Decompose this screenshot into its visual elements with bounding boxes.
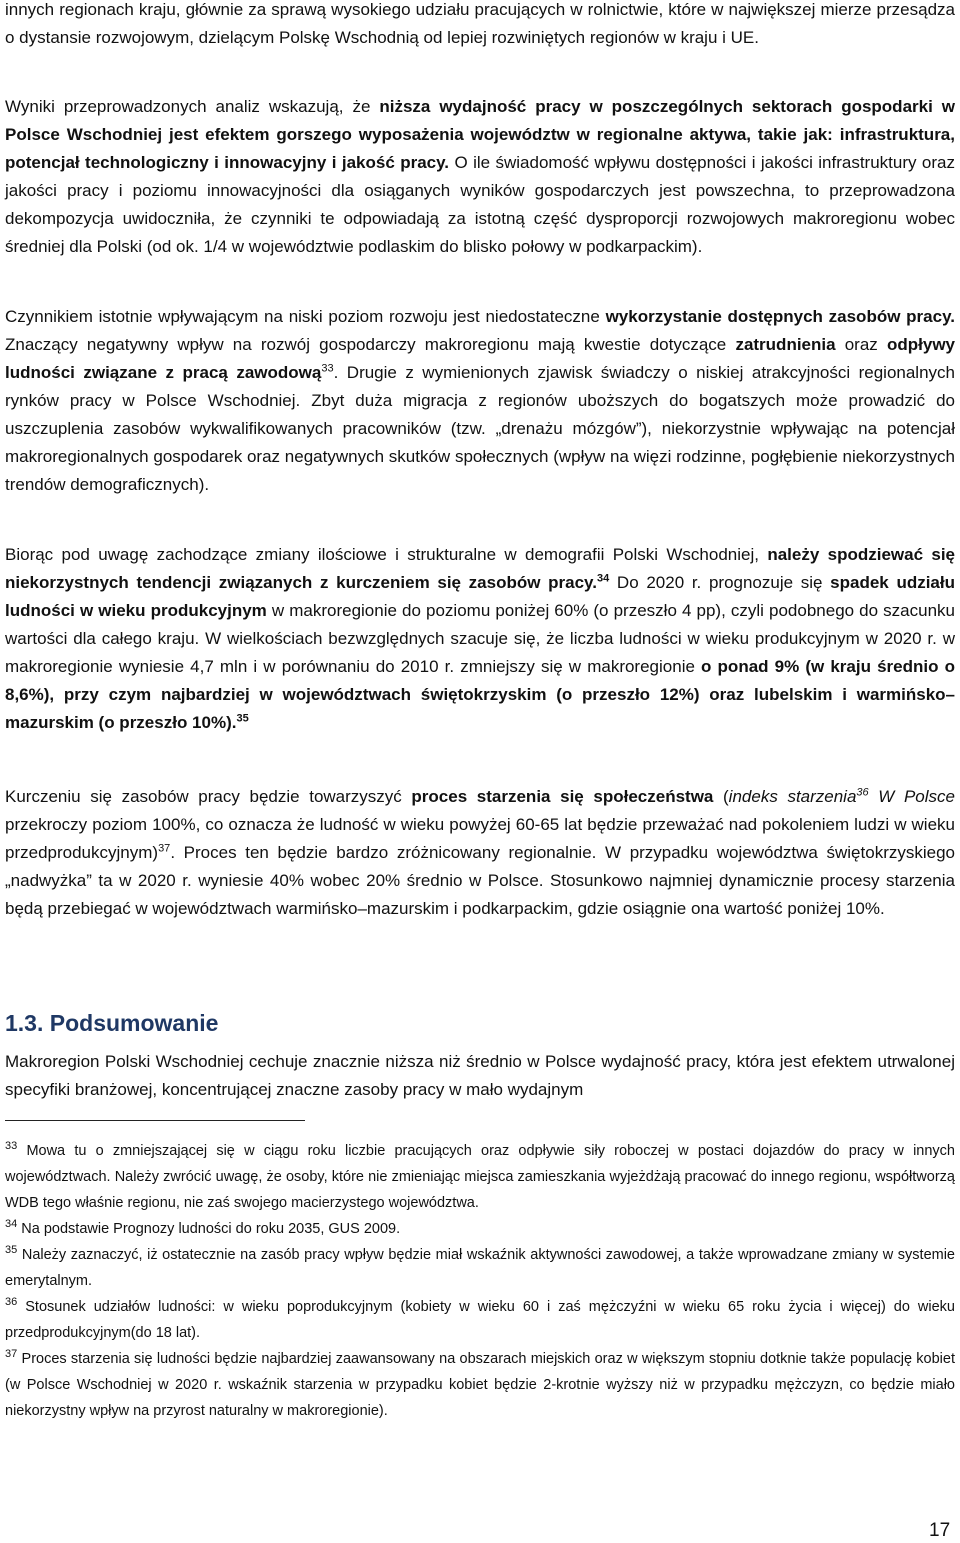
footnote-34: $^{34}$ Na podstawie Prognozy ludności do roku 2035, GUS 2009. — [5, 1218, 401, 1237]
paragraph-ageing: Kurczeniu się zasobów pracy będzie towarzyszyć proces starzenia się społeczeństwa (indeks starzenia$^{36}$ W Polsce przekroczy poziom 100%, co oznacza że ludność w wieku powyżej 60-65 lat będzie przeważać nad pokoleniem ludzi w wieku przedprodukcyjnym)$^{37}$. Proces ten będzie bardzo zróżnicowany regionalnie. W przypadku województwa świętokrzyskiego „nadwyżka” ta w 2020 r. wyniesie 40% wobec 20% średnio w Polsce. Stosunkowo najmniej dynamicznie procesy starzenia będą przebiegać w województwach warmińsko–mazurskim i podkarpackim, gdzie osiągnie ona wartość poniżej 10%. — [5, 786, 955, 918]
footnote-ref-33[interactable]: 33 — [321, 362, 334, 375]
footnote-37: $^{37}$ Proces starzenia się ludności będzie najbardziej zaawansowany na obszarach miejskich oraz w większym stopniu dotknie także populację kobiet (w Polsce Wschodniej w 2020 r. wskaźnik starzenia w przypadku kobiet będzie 2-krotnie wyższy niż w przypadku mężczyzn, co będzie miało niekorzystny wpływ na przyrost naturalny w makroregionie). — [5, 1348, 955, 1419]
footnote-ref-35[interactable]: 35 — [236, 712, 249, 725]
footnote-35: $^{35}$ Należy zaznaczyć, iż ostatecznie na zasób pracy wpływ będzie miał wskaźnik aktywności zawodowej, a także wprowadzane zmiany w systemie emerytalnym. — [5, 1244, 955, 1289]
page-number: 17 — [929, 1520, 951, 1541]
footnote-ref-37[interactable]: 37 — [158, 842, 171, 855]
footnote-ref-34[interactable]: 34 — [596, 572, 610, 585]
paragraph-demography: Biorąc pod uwagę zachodzące zmiany ilościowe i strukturalne w demografii Polski Wschodniej, należy spodziewać się niekorzystnych tendencji związanych z kurczeniem się zasobów pracy.$^{34}$ Do 2020 r. prognozuje się spadek udziału ludności w wieku produkcyjnym w makroregionie do poziomu poniżej 60% (o przeszło 4 pp), czyli podobnego do szacunku wartości dla całego kraju. W wielkościach bezwzględnych szacuje się, że liczba ludności w wieku produkcyjnym w 2020 r. w makroregionie wyniesie 4,7 mln i w porównaniu do 2010 r. zmniejszy się w makroregionie o ponad 9% (w kraju średnio o 8,6%), przy czym najbardziej w województwach świętokrzyskim (o przeszło 12%) oraz lubelskim i warmińsko–mazurskim (o przeszło 10%).$^{35}$ — [5, 545, 956, 732]
paragraph-productivity: Wyniki przeprowadzonych analiz wskazują, że niższa wydajność pracy w poszczególnych sektorach gospodarki w Polsce Wschodniej jest efektem gorszego wyposażenia województw w regionalne aktywa, takie jak: infrastruktura, potencjał technologiczny i innowacyjny i jakość pracy. O ile świadomość wpływu dostępności i jakości infrastruktury oraz jakości pracy i poziomu innowacyjności dla osiąganych wyników gospodarczych jest powszechna, to przeprowadzona dekompozycja uwidoczniła, że czynniki te odpowiadają za istotną część dysproporcji rozwojowych makroregionu wobec średniej dla Polski (od ok. 1/4 w województwie podlaskim do blisko połowy w podkarpackim). — [5, 97, 955, 256]
section-heading: 1.3. Podsumowanie — [5, 1010, 219, 1036]
footnote-separator — [5, 1120, 305, 1121]
footnotes — [5, 1138, 955, 1424]
footnote-33: $^{33}$ Mowa tu o zmniejszającej się w ciągu roku liczbie pracujących oraz odpływie siły roboczej w postaci dojazdów do pracy w innych województwach. Należy zwrócić uwagę, że osoby, które nie zmieniając miejsca zamieszkania wyjeżdżają pracować do innego regionu, współtworzą WDB tego właśnie regionu, nie zaś swojego macierzystego województwa. — [5, 1140, 955, 1211]
paragraph-summary: Makroregion Polski Wschodniej cechuje znacznie niższa niż średnio w Polsce wydajność pracy, która jest efektem utrwalonej specyfiki branżowej, koncentrującej znaczne zasoby pracy w mało wydajnym — [5, 1052, 955, 1099]
paragraph-continuation: innych regionach kraju, głównie za sprawą wysokiego udziału pracujących w rolnictwie, które w największej mierze przesądza o dystansie rozwojowym, dzielącym Polskę Wschodnią od lepiej rozwiniętych regionów w kraju i UE. — [5, 0, 955, 47]
footnote-36: $^{36}$ Stosunek udziałów ludności: w wieku poprodukcyjnym (kobiety w wieku 60 i zaś mężczyźni w wieku 65 roku życia i więcej) do wieku przedprodukcyjnym(do 18 lat). — [5, 1296, 955, 1341]
footnote-ref-36[interactable]: 36 — [856, 786, 869, 799]
paragraph-labour-resources: Czynnikiem istotnie wpływającym na niski poziom rozwoju jest niedostateczne wykorzystanie dostępnych zasobów pracy. Znaczący negatywny wpływ na rozwój gospodarczy makroregionu mają kwestie dotyczące zatrudnienia oraz odpływy ludności związane z pracą zawodową$^{33}$. Drugie z wymienionych zjawisk świadczy o niskiej atrakcyjności regionalnych rynków pracy w Polsce Wschodniej. Zbyt duża migracja z regionów uboższych do bogatszych może prowadzić do uszczuplenia zasobów wykwalifikowanych pracowników (tzw. „drenażu mózgów”), niekorzystnie wpływając na potencjał makroregionalnych gospodarek oraz negatywnych skutków społecznych (wpływ na więzi rodzinne, pogłębienie niekorzystnych trendów demograficznych). — [5, 307, 955, 494]
